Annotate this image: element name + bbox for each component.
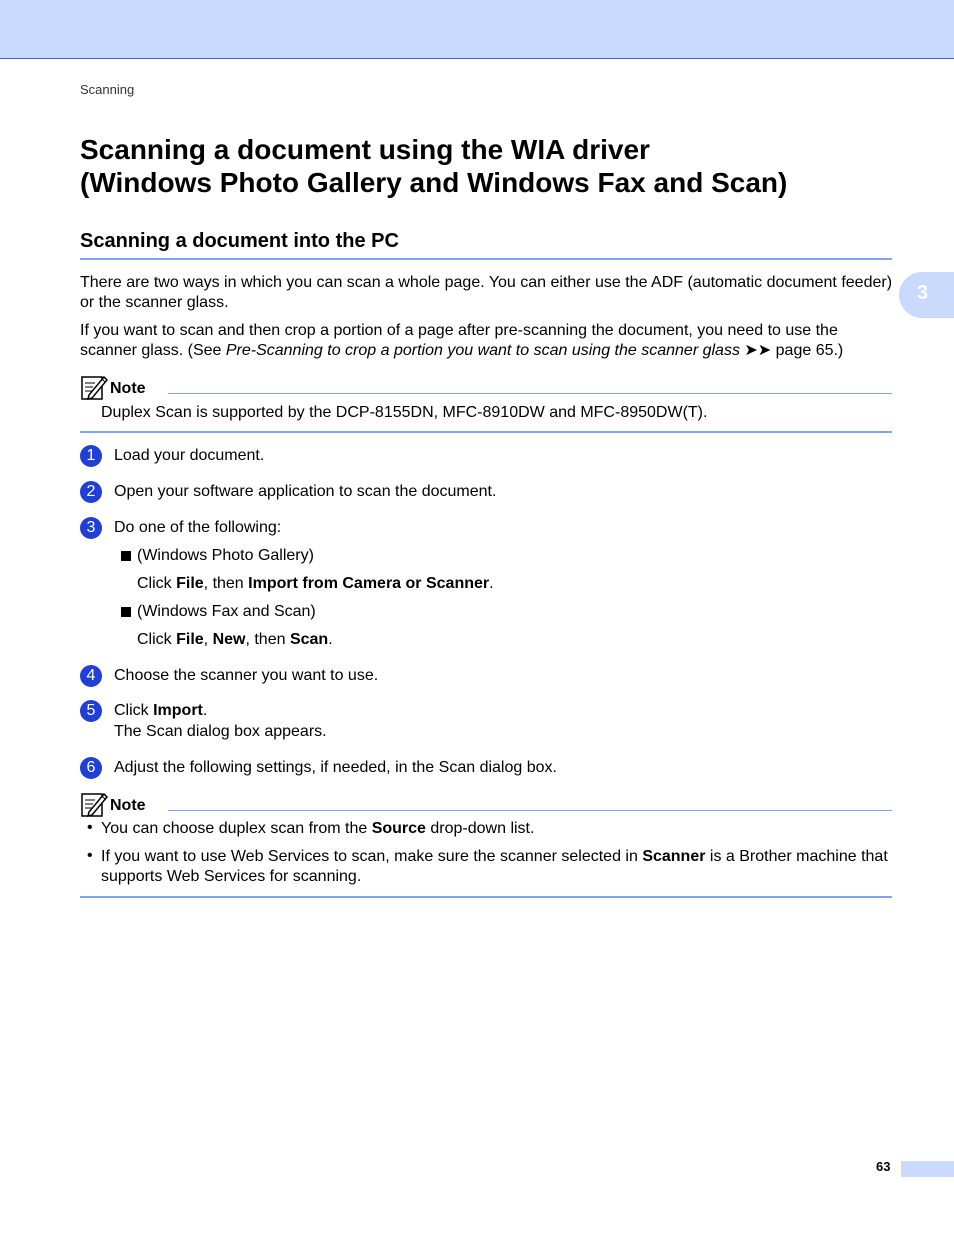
option-2-instruction [137,630,333,650]
note-1-text: Duplex Scan is supported by the DCP-8155DN, MFC-8910DW and MFC-8950DW(T). [101,404,708,421]
square-bullet-icon [121,551,131,561]
bullet-text: If you want to use Web Services to scan, make sure the scanner selected in [101,848,643,865]
intro-paragraph-1: There are two ways in which you can scan a whole page. You can either use the ADF (automatic document feeder) or the scanner glass. [80,274,893,311]
menu-file: File [176,575,204,592]
bullet-text: is a Brother machine that supports Web Services for scanning. [101,848,888,885]
page-title-line1: Scanning a document using the WIA driver [80,134,650,165]
note-pencil-icon [80,373,108,401]
chapter-tab [899,272,954,318]
step-6-text: Adjust the following settings, if needed, in the Scan dialog box. [114,759,557,776]
button-import: Import [153,702,203,719]
intro-paragraph-2 [80,321,895,361]
intro-p2-text: If you want to scan and then crop a portion of a page after pre-scanning the document, you need to use the scanner glass. (See [80,322,838,359]
menu-new: New [212,631,246,648]
option-1-instruction [137,574,494,594]
section-heading: Scanning a document into the PC [80,230,892,260]
intro-p2-tail: page 65.) [771,342,844,359]
click-text: Click [114,702,154,719]
option-1-label: (Windows Photo Gallery) [137,547,314,564]
sep-text: , then [203,575,249,592]
bullet-text: drop-down list. [425,820,535,837]
square-bullet-icon [121,607,131,617]
step-5-text [114,701,207,721]
field-scanner: Scanner [642,848,706,865]
step-5-result: The Scan dialog box appears. [114,723,327,740]
step-4-text: Choose the scanner you want to use. [114,667,379,684]
menu-import-from-camera-or-scanner: Import from Camera or Scanner [248,575,490,592]
page-title-line2: (Windows Photo Gallery and Windows Fax and Scan) [80,167,788,198]
click-text: Click [137,575,177,592]
note-2-bullet-1 [101,819,891,839]
step-3-text: Do one of the following: [114,519,282,536]
step-2-number: 2 [80,481,102,503]
note-label: Note [110,797,146,814]
note-divider [168,393,892,394]
bullet-icon: • [87,819,93,836]
menu-scan: Scan [289,631,329,648]
note-pencil-icon [80,790,108,818]
step-3-number: 3 [80,517,102,539]
bullet-icon: • [87,847,93,864]
cross-reference-link[interactable]: Pre-Scanning to crop a portion you want to scan using the scanner glass [225,342,740,359]
step-4-number: 4 [80,665,102,687]
click-text: Click [137,631,177,648]
arrows-icon: ➤➤ [744,342,772,359]
field-source: Source [371,820,426,837]
sep-text: , then [245,631,290,648]
note-label: Note [110,380,146,397]
step-5-number: 5 [80,700,102,722]
option-2-label: (Windows Fax and Scan) [137,603,316,620]
page-title [80,133,900,199]
chapter-number: 3 [917,282,929,304]
step-1-number: 1 [80,445,102,467]
running-head: Scanning [80,82,135,97]
sep-text: , [203,631,213,648]
end-text: . [489,575,494,592]
end-text: . [328,631,333,648]
note-divider [168,810,892,811]
end-text: . [202,702,208,719]
step-6-number: 6 [80,757,102,779]
note-end-rule [80,896,892,898]
note-end-rule [80,431,892,433]
note-2-bullet-2 [101,847,891,887]
menu-file: File [176,631,204,648]
note-header-2 [80,790,892,820]
footer-band [901,1161,954,1177]
note-header-1 [80,373,892,403]
bullet-text: You can choose duplex scan from the [101,820,372,837]
page-number: 63 [876,1159,891,1174]
header-band [0,0,954,59]
step-2-text: Open your software application to scan the document. [114,483,497,500]
step-1-text: Load your document. [114,447,265,464]
